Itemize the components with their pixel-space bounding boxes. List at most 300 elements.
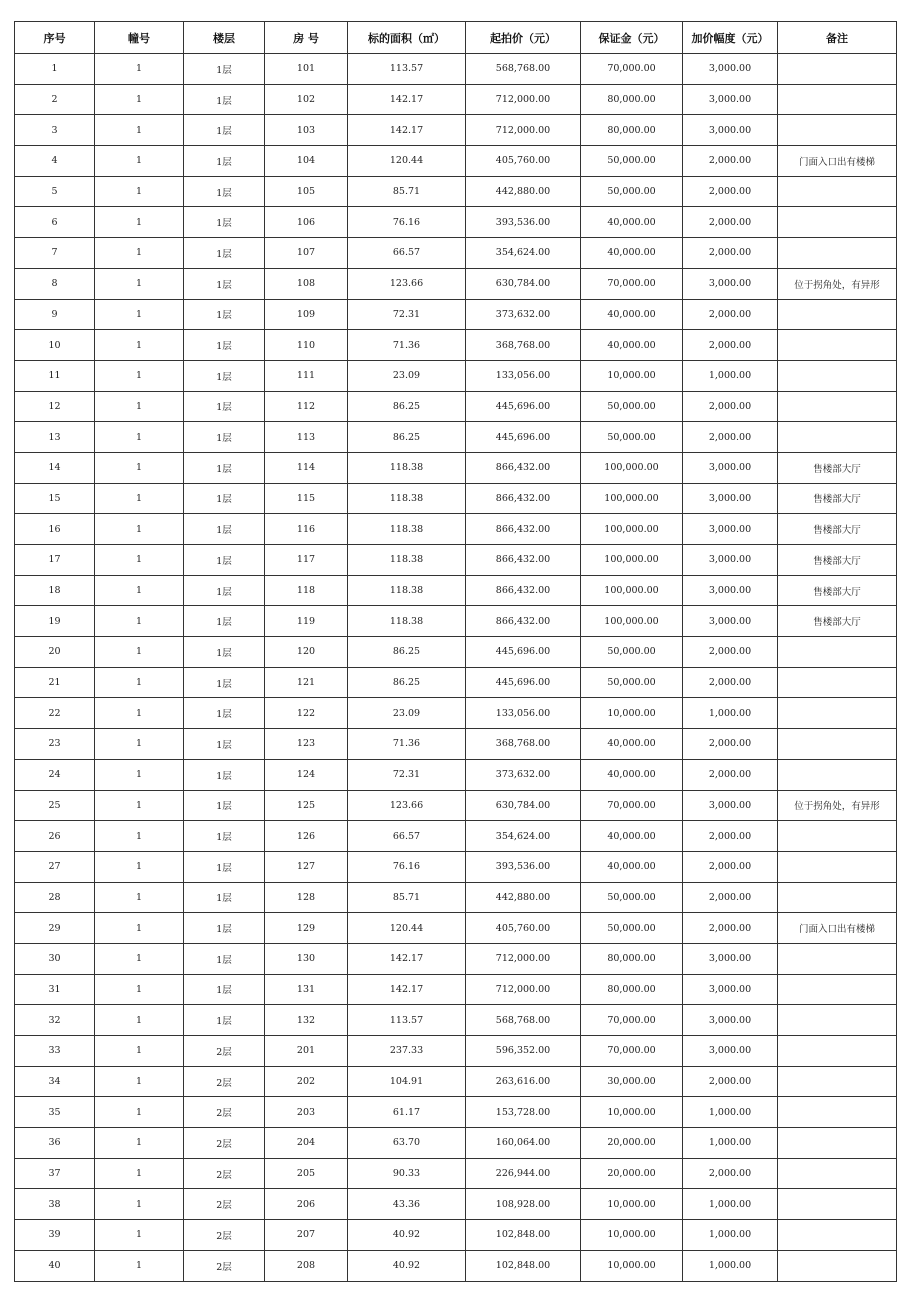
floor-cell: 1层 bbox=[184, 207, 265, 238]
index-cell: 23 bbox=[15, 729, 95, 760]
table-row bbox=[15, 545, 897, 576]
room-cell: 202 bbox=[265, 1066, 348, 1097]
index-cell: 5 bbox=[15, 176, 95, 207]
area-cell: 40.92 bbox=[348, 1250, 466, 1281]
floor-cell: 1层 bbox=[184, 851, 265, 882]
area-cell: 142.17 bbox=[348, 84, 466, 115]
floor-cell: 1层 bbox=[184, 238, 265, 269]
index-cell: 35 bbox=[15, 1097, 95, 1128]
area-cell: 120.44 bbox=[348, 913, 466, 944]
index-cell: 10 bbox=[15, 330, 95, 361]
area-cell: 104.91 bbox=[348, 1066, 466, 1097]
starting-price-cell: 866,432.00 bbox=[466, 483, 581, 514]
index-cell: 39 bbox=[15, 1220, 95, 1251]
floor-cell: 1层 bbox=[184, 729, 265, 760]
building-cell: 1 bbox=[95, 882, 184, 913]
header-area: 标的面积（㎡） bbox=[348, 22, 466, 54]
starting-price-cell: 368,768.00 bbox=[466, 330, 581, 361]
area-cell: 86.25 bbox=[348, 422, 466, 453]
deposit-cell: 70,000.00 bbox=[581, 1036, 683, 1067]
room-cell: 207 bbox=[265, 1220, 348, 1251]
area-cell: 85.71 bbox=[348, 882, 466, 913]
building-cell: 1 bbox=[95, 1189, 184, 1220]
index-cell: 20 bbox=[15, 637, 95, 668]
room-cell: 118 bbox=[265, 575, 348, 606]
index-cell: 21 bbox=[15, 667, 95, 698]
deposit-cell: 80,000.00 bbox=[581, 84, 683, 115]
area-cell: 120.44 bbox=[348, 146, 466, 177]
room-cell: 201 bbox=[265, 1036, 348, 1067]
index-cell: 22 bbox=[15, 698, 95, 729]
table-row bbox=[15, 176, 897, 207]
index-cell: 18 bbox=[15, 575, 95, 606]
area-cell: 86.25 bbox=[348, 667, 466, 698]
room-cell: 119 bbox=[265, 606, 348, 637]
area-cell: 66.57 bbox=[348, 821, 466, 852]
floor-cell: 1层 bbox=[184, 882, 265, 913]
starting-price-cell: 354,624.00 bbox=[466, 821, 581, 852]
starting-price-cell: 445,696.00 bbox=[466, 422, 581, 453]
area-cell: 72.31 bbox=[348, 299, 466, 330]
deposit-cell: 50,000.00 bbox=[581, 667, 683, 698]
deposit-cell: 40,000.00 bbox=[581, 238, 683, 269]
index-cell: 31 bbox=[15, 974, 95, 1005]
increment-cell: 1,000.00 bbox=[683, 1128, 778, 1159]
index-cell: 24 bbox=[15, 759, 95, 790]
index-cell: 40 bbox=[15, 1250, 95, 1281]
index-cell: 4 bbox=[15, 146, 95, 177]
deposit-cell: 70,000.00 bbox=[581, 1005, 683, 1036]
area-cell: 123.66 bbox=[348, 790, 466, 821]
starting-price-cell: 596,352.00 bbox=[466, 1036, 581, 1067]
deposit-cell: 50,000.00 bbox=[581, 391, 683, 422]
note-cell bbox=[778, 207, 897, 238]
header-starting-price: 起拍价（元） bbox=[466, 22, 581, 54]
floor-cell: 1层 bbox=[184, 790, 265, 821]
starting-price-cell: 866,432.00 bbox=[466, 606, 581, 637]
note-cell bbox=[778, 1189, 897, 1220]
note-cell: 售楼部大厅 bbox=[778, 483, 897, 514]
table-row bbox=[15, 698, 897, 729]
increment-cell: 2,000.00 bbox=[683, 1066, 778, 1097]
floor-cell: 1层 bbox=[184, 698, 265, 729]
building-cell: 1 bbox=[95, 974, 184, 1005]
starting-price-cell: 712,000.00 bbox=[466, 943, 581, 974]
table-row bbox=[15, 360, 897, 391]
room-cell: 123 bbox=[265, 729, 348, 760]
header-building: 幢号 bbox=[95, 22, 184, 54]
starting-price-cell: 445,696.00 bbox=[466, 637, 581, 668]
room-cell: 131 bbox=[265, 974, 348, 1005]
table-row bbox=[15, 1066, 897, 1097]
index-cell: 37 bbox=[15, 1158, 95, 1189]
header-deposit: 保证金（元） bbox=[581, 22, 683, 54]
header-room: 房 号 bbox=[265, 22, 348, 54]
area-cell: 63.70 bbox=[348, 1128, 466, 1159]
building-cell: 1 bbox=[95, 268, 184, 299]
table-row bbox=[15, 667, 897, 698]
building-cell: 1 bbox=[95, 483, 184, 514]
room-cell: 208 bbox=[265, 1250, 348, 1281]
floor-cell: 1层 bbox=[184, 176, 265, 207]
floor-cell: 2层 bbox=[184, 1189, 265, 1220]
room-cell: 205 bbox=[265, 1158, 348, 1189]
building-cell: 1 bbox=[95, 943, 184, 974]
table-row bbox=[15, 606, 897, 637]
note-cell bbox=[778, 759, 897, 790]
deposit-cell: 30,000.00 bbox=[581, 1066, 683, 1097]
deposit-cell: 10,000.00 bbox=[581, 1189, 683, 1220]
increment-cell: 1,000.00 bbox=[683, 698, 778, 729]
note-cell bbox=[778, 943, 897, 974]
building-cell: 1 bbox=[95, 115, 184, 146]
table-row bbox=[15, 207, 897, 238]
starting-price-cell: 405,760.00 bbox=[466, 913, 581, 944]
starting-price-cell: 442,880.00 bbox=[466, 882, 581, 913]
note-cell bbox=[778, 1158, 897, 1189]
increment-cell: 2,000.00 bbox=[683, 391, 778, 422]
starting-price-cell: 442,880.00 bbox=[466, 176, 581, 207]
building-cell: 1 bbox=[95, 238, 184, 269]
floor-cell: 1层 bbox=[184, 115, 265, 146]
floor-cell: 2层 bbox=[184, 1250, 265, 1281]
starting-price-cell: 153,728.00 bbox=[466, 1097, 581, 1128]
deposit-cell: 100,000.00 bbox=[581, 545, 683, 576]
area-cell: 118.38 bbox=[348, 606, 466, 637]
increment-cell: 2,000.00 bbox=[683, 851, 778, 882]
deposit-cell: 40,000.00 bbox=[581, 330, 683, 361]
increment-cell: 1,000.00 bbox=[683, 1097, 778, 1128]
note-cell: 售楼部大厅 bbox=[778, 514, 897, 545]
floor-cell: 2层 bbox=[184, 1128, 265, 1159]
deposit-cell: 100,000.00 bbox=[581, 606, 683, 637]
deposit-cell: 70,000.00 bbox=[581, 268, 683, 299]
floor-cell: 1层 bbox=[184, 483, 265, 514]
floor-cell: 2层 bbox=[184, 1066, 265, 1097]
room-cell: 101 bbox=[265, 54, 348, 85]
auction-table bbox=[14, 21, 897, 1282]
starting-price-cell: 102,848.00 bbox=[466, 1220, 581, 1251]
index-cell: 30 bbox=[15, 943, 95, 974]
note-cell bbox=[778, 1250, 897, 1281]
starting-price-cell: 102,848.00 bbox=[466, 1250, 581, 1281]
increment-cell: 3,000.00 bbox=[683, 1005, 778, 1036]
floor-cell: 1层 bbox=[184, 1005, 265, 1036]
area-cell: 43.36 bbox=[348, 1189, 466, 1220]
increment-cell: 3,000.00 bbox=[683, 268, 778, 299]
area-cell: 142.17 bbox=[348, 115, 466, 146]
area-cell: 123.66 bbox=[348, 268, 466, 299]
note-cell bbox=[778, 115, 897, 146]
starting-price-cell: 393,536.00 bbox=[466, 851, 581, 882]
room-cell: 127 bbox=[265, 851, 348, 882]
table-row bbox=[15, 330, 897, 361]
table-row bbox=[15, 575, 897, 606]
floor-cell: 1层 bbox=[184, 330, 265, 361]
table-row bbox=[15, 974, 897, 1005]
room-cell: 114 bbox=[265, 452, 348, 483]
increment-cell: 2,000.00 bbox=[683, 330, 778, 361]
floor-cell: 1层 bbox=[184, 268, 265, 299]
index-cell: 7 bbox=[15, 238, 95, 269]
area-cell: 76.16 bbox=[348, 207, 466, 238]
table-row bbox=[15, 1036, 897, 1067]
room-cell: 132 bbox=[265, 1005, 348, 1036]
increment-cell: 3,000.00 bbox=[683, 115, 778, 146]
deposit-cell: 50,000.00 bbox=[581, 882, 683, 913]
table-row bbox=[15, 759, 897, 790]
increment-cell: 1,000.00 bbox=[683, 1250, 778, 1281]
deposit-cell: 50,000.00 bbox=[581, 637, 683, 668]
index-cell: 1 bbox=[15, 54, 95, 85]
index-cell: 17 bbox=[15, 545, 95, 576]
note-cell bbox=[778, 299, 897, 330]
starting-price-cell: 866,432.00 bbox=[466, 545, 581, 576]
table-row bbox=[15, 84, 897, 115]
floor-cell: 1层 bbox=[184, 545, 265, 576]
index-cell: 25 bbox=[15, 790, 95, 821]
area-cell: 23.09 bbox=[348, 698, 466, 729]
index-cell: 26 bbox=[15, 821, 95, 852]
floor-cell: 1层 bbox=[184, 84, 265, 115]
building-cell: 1 bbox=[95, 514, 184, 545]
starting-price-cell: 133,056.00 bbox=[466, 698, 581, 729]
starting-price-cell: 445,696.00 bbox=[466, 391, 581, 422]
room-cell: 111 bbox=[265, 360, 348, 391]
note-cell bbox=[778, 1220, 897, 1251]
area-cell: 113.57 bbox=[348, 54, 466, 85]
deposit-cell: 50,000.00 bbox=[581, 176, 683, 207]
starting-price-cell: 866,432.00 bbox=[466, 452, 581, 483]
floor-cell: 1层 bbox=[184, 759, 265, 790]
floor-cell: 1层 bbox=[184, 974, 265, 1005]
floor-cell: 1层 bbox=[184, 606, 265, 637]
starting-price-cell: 226,944.00 bbox=[466, 1158, 581, 1189]
note-cell bbox=[778, 84, 897, 115]
room-cell: 129 bbox=[265, 913, 348, 944]
index-cell: 29 bbox=[15, 913, 95, 944]
deposit-cell: 10,000.00 bbox=[581, 1220, 683, 1251]
index-cell: 33 bbox=[15, 1036, 95, 1067]
room-cell: 203 bbox=[265, 1097, 348, 1128]
increment-cell: 2,000.00 bbox=[683, 729, 778, 760]
area-cell: 86.25 bbox=[348, 637, 466, 668]
index-cell: 19 bbox=[15, 606, 95, 637]
note-cell bbox=[778, 176, 897, 207]
deposit-cell: 10,000.00 bbox=[581, 360, 683, 391]
building-cell: 1 bbox=[95, 330, 184, 361]
room-cell: 125 bbox=[265, 790, 348, 821]
header-increment: 加价幅度（元） bbox=[683, 22, 778, 54]
table-row bbox=[15, 452, 897, 483]
increment-cell: 2,000.00 bbox=[683, 882, 778, 913]
note-cell bbox=[778, 1066, 897, 1097]
deposit-cell: 50,000.00 bbox=[581, 146, 683, 177]
starting-price-cell: 568,768.00 bbox=[466, 54, 581, 85]
floor-cell: 1层 bbox=[184, 637, 265, 668]
building-cell: 1 bbox=[95, 1097, 184, 1128]
room-cell: 122 bbox=[265, 698, 348, 729]
starting-price-cell: 160,064.00 bbox=[466, 1128, 581, 1159]
table-row bbox=[15, 115, 897, 146]
starting-price-cell: 445,696.00 bbox=[466, 667, 581, 698]
room-cell: 115 bbox=[265, 483, 348, 514]
deposit-cell: 70,000.00 bbox=[581, 790, 683, 821]
increment-cell: 2,000.00 bbox=[683, 667, 778, 698]
increment-cell: 3,000.00 bbox=[683, 1036, 778, 1067]
increment-cell: 2,000.00 bbox=[683, 759, 778, 790]
area-cell: 66.57 bbox=[348, 238, 466, 269]
note-cell bbox=[778, 1128, 897, 1159]
increment-cell: 2,000.00 bbox=[683, 1158, 778, 1189]
room-cell: 109 bbox=[265, 299, 348, 330]
building-cell: 1 bbox=[95, 1036, 184, 1067]
building-cell: 1 bbox=[95, 637, 184, 668]
starting-price-cell: 712,000.00 bbox=[466, 84, 581, 115]
building-cell: 1 bbox=[95, 54, 184, 85]
room-cell: 120 bbox=[265, 637, 348, 668]
table-row bbox=[15, 1220, 897, 1251]
room-cell: 103 bbox=[265, 115, 348, 146]
floor-cell: 2层 bbox=[184, 1158, 265, 1189]
index-cell: 36 bbox=[15, 1128, 95, 1159]
increment-cell: 1,000.00 bbox=[683, 360, 778, 391]
starting-price-cell: 866,432.00 bbox=[466, 575, 581, 606]
note-cell bbox=[778, 882, 897, 913]
note-cell: 售楼部大厅 bbox=[778, 452, 897, 483]
index-cell: 16 bbox=[15, 514, 95, 545]
increment-cell: 2,000.00 bbox=[683, 422, 778, 453]
increment-cell: 3,000.00 bbox=[683, 483, 778, 514]
starting-price-cell: 263,616.00 bbox=[466, 1066, 581, 1097]
floor-cell: 2层 bbox=[184, 1097, 265, 1128]
note-cell: 售楼部大厅 bbox=[778, 606, 897, 637]
table-row bbox=[15, 1097, 897, 1128]
building-cell: 1 bbox=[95, 207, 184, 238]
index-cell: 13 bbox=[15, 422, 95, 453]
increment-cell: 3,000.00 bbox=[683, 514, 778, 545]
index-cell: 28 bbox=[15, 882, 95, 913]
increment-cell: 3,000.00 bbox=[683, 54, 778, 85]
note-cell: 位于拐角处，有异形 bbox=[778, 268, 897, 299]
floor-cell: 1层 bbox=[184, 667, 265, 698]
floor-cell: 2层 bbox=[184, 1036, 265, 1067]
area-cell: 90.33 bbox=[348, 1158, 466, 1189]
deposit-cell: 100,000.00 bbox=[581, 452, 683, 483]
starting-price-cell: 568,768.00 bbox=[466, 1005, 581, 1036]
building-cell: 1 bbox=[95, 360, 184, 391]
table-row bbox=[15, 790, 897, 821]
area-cell: 118.38 bbox=[348, 514, 466, 545]
room-cell: 102 bbox=[265, 84, 348, 115]
table-row bbox=[15, 882, 897, 913]
starting-price-cell: 133,056.00 bbox=[466, 360, 581, 391]
note-cell bbox=[778, 1005, 897, 1036]
table-row bbox=[15, 146, 897, 177]
note-cell bbox=[778, 238, 897, 269]
note-cell bbox=[778, 54, 897, 85]
floor-cell: 1层 bbox=[184, 452, 265, 483]
starting-price-cell: 368,768.00 bbox=[466, 729, 581, 760]
table-row bbox=[15, 422, 897, 453]
area-cell: 72.31 bbox=[348, 759, 466, 790]
starting-price-cell: 712,000.00 bbox=[466, 974, 581, 1005]
note-cell: 门面入口出有楼梯 bbox=[778, 913, 897, 944]
floor-cell: 1层 bbox=[184, 391, 265, 422]
table-body bbox=[15, 54, 897, 1282]
note-cell bbox=[778, 637, 897, 668]
floor-cell: 1层 bbox=[184, 360, 265, 391]
note-cell: 售楼部大厅 bbox=[778, 545, 897, 576]
increment-cell: 2,000.00 bbox=[683, 913, 778, 944]
starting-price-cell: 354,624.00 bbox=[466, 238, 581, 269]
room-cell: 206 bbox=[265, 1189, 348, 1220]
note-cell bbox=[778, 422, 897, 453]
note-cell: 位于拐角处，有异形 bbox=[778, 790, 897, 821]
room-cell: 107 bbox=[265, 238, 348, 269]
note-cell bbox=[778, 360, 897, 391]
increment-cell: 3,000.00 bbox=[683, 545, 778, 576]
building-cell: 1 bbox=[95, 667, 184, 698]
table-row bbox=[15, 1005, 897, 1036]
note-cell bbox=[778, 1036, 897, 1067]
increment-cell: 2,000.00 bbox=[683, 821, 778, 852]
increment-cell: 3,000.00 bbox=[683, 606, 778, 637]
building-cell: 1 bbox=[95, 698, 184, 729]
index-cell: 27 bbox=[15, 851, 95, 882]
deposit-cell: 10,000.00 bbox=[581, 1250, 683, 1281]
increment-cell: 2,000.00 bbox=[683, 176, 778, 207]
room-cell: 124 bbox=[265, 759, 348, 790]
table-row bbox=[15, 821, 897, 852]
starting-price-cell: 405,760.00 bbox=[466, 146, 581, 177]
table-row bbox=[15, 238, 897, 269]
index-cell: 2 bbox=[15, 84, 95, 115]
building-cell: 1 bbox=[95, 1005, 184, 1036]
table-row bbox=[15, 54, 897, 85]
area-cell: 237.33 bbox=[348, 1036, 466, 1067]
floor-cell: 1层 bbox=[184, 299, 265, 330]
floor-cell: 1层 bbox=[184, 913, 265, 944]
index-cell: 15 bbox=[15, 483, 95, 514]
index-cell: 8 bbox=[15, 268, 95, 299]
deposit-cell: 100,000.00 bbox=[581, 483, 683, 514]
deposit-cell: 20,000.00 bbox=[581, 1128, 683, 1159]
table-row bbox=[15, 483, 897, 514]
index-cell: 34 bbox=[15, 1066, 95, 1097]
deposit-cell: 70,000.00 bbox=[581, 54, 683, 85]
room-cell: 112 bbox=[265, 391, 348, 422]
increment-cell: 1,000.00 bbox=[683, 1189, 778, 1220]
note-cell bbox=[778, 729, 897, 760]
note-cell bbox=[778, 1097, 897, 1128]
index-cell: 32 bbox=[15, 1005, 95, 1036]
area-cell: 86.25 bbox=[348, 391, 466, 422]
area-cell: 23.09 bbox=[348, 360, 466, 391]
deposit-cell: 100,000.00 bbox=[581, 575, 683, 606]
starting-price-cell: 630,784.00 bbox=[466, 790, 581, 821]
header-note: 备注 bbox=[778, 22, 897, 54]
table-row bbox=[15, 1250, 897, 1281]
deposit-cell: 80,000.00 bbox=[581, 115, 683, 146]
area-cell: 61.17 bbox=[348, 1097, 466, 1128]
table-row bbox=[15, 299, 897, 330]
starting-price-cell: 866,432.00 bbox=[466, 514, 581, 545]
room-cell: 105 bbox=[265, 176, 348, 207]
building-cell: 1 bbox=[95, 729, 184, 760]
deposit-cell: 10,000.00 bbox=[581, 698, 683, 729]
room-cell: 104 bbox=[265, 146, 348, 177]
